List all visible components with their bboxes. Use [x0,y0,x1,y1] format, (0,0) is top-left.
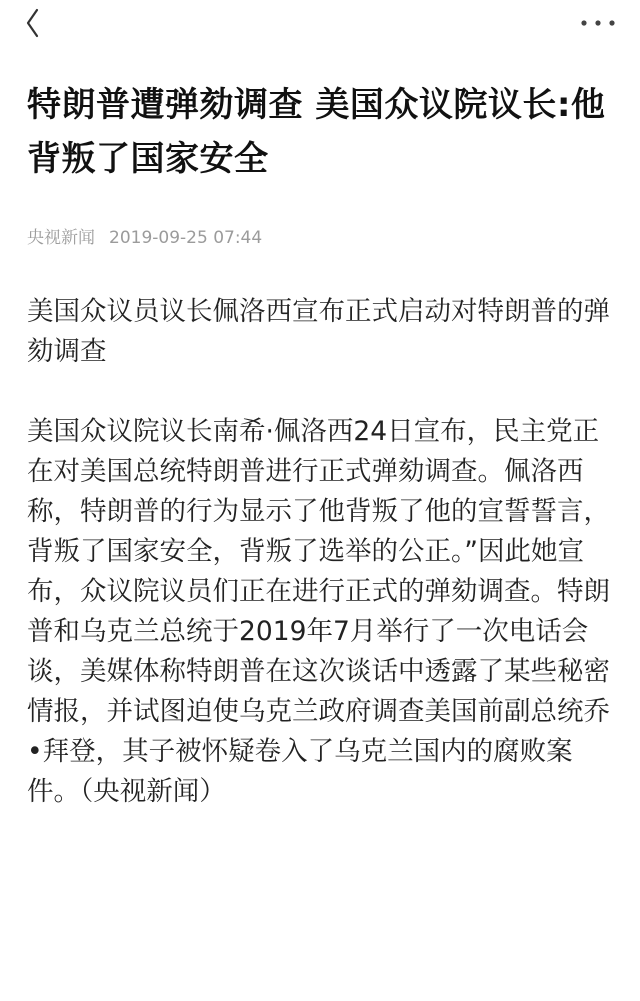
more-dots-icon [578,10,618,36]
article-datetime: 2019-09-25 07:44 [109,228,263,248]
article-subtitle: 美国众议员议长佩洛西宣布正式启动对特朗普的弹劾调查 [27,296,610,367]
article-source: 央视新闻 [27,228,95,248]
article-title: 特朗普遭弹劾调查 美国众议院议长:他背叛了国家安全 [27,85,606,179]
more-button[interactable] [578,10,618,36]
top-bar [0,0,640,48]
article-content [27,78,617,812]
chevron-left-icon [20,8,50,38]
back-button[interactable] [20,8,50,38]
article-meta [27,226,617,250]
article-body: 美国众议院议长南希·佩洛西24日宣布，民主党正在对美国总统特朗普进行正式弹劾调查。佩洛西称，特朗普的行为显示了他背叛了他的宣誓誓言，背叛了国家安全，背叛了选举的公正。”因此她宣布，众议院议员们正在进行正式的弹劾调查。特朗普和乌克兰总统于2019年7月举行了一次电话会谈，美媒体称特朗普在这次谈话中透露了某些秘密情报，并试图迫使乌克兰政府调查美国前副总统乔•拜登，其子被怀疑卷入了乌克兰国内的腐败案件。（央视新闻） [27,416,610,807]
